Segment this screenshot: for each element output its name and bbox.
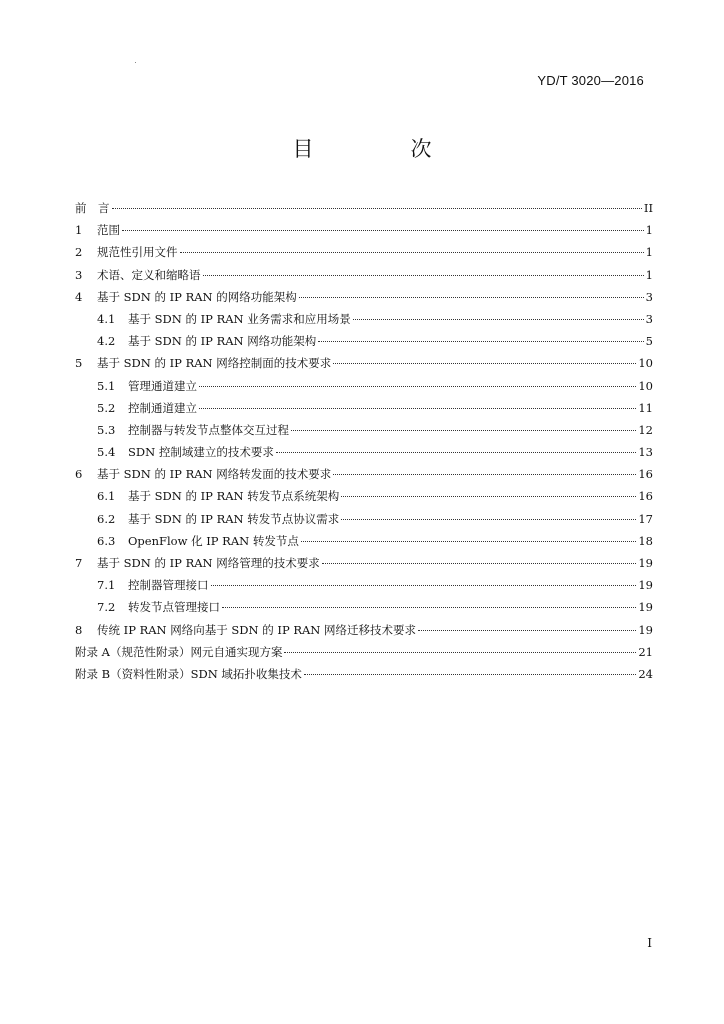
toc-entry[interactable] bbox=[75, 641, 653, 663]
toc-entry[interactable] bbox=[75, 308, 653, 330]
toc-entry-title: 基于 SDN 的 IP RAN 网络功能架构 bbox=[128, 334, 317, 349]
toc-entry-title: 控制器管理接口 bbox=[128, 578, 209, 593]
toc-entry-title: 基于 SDN 的 IP RAN 的网络功能架构 bbox=[97, 289, 297, 304]
toc-entry-page: 5 bbox=[645, 334, 653, 349]
toc-entry-page: 17 bbox=[638, 511, 653, 526]
toc-title: 目 次 bbox=[292, 137, 470, 161]
toc-entry-number: 3 bbox=[75, 267, 83, 282]
toc-entry-number: 5 bbox=[75, 356, 83, 371]
toc-entry-title: 基于 SDN 的 IP RAN 网络转发面的技术要求 bbox=[97, 467, 332, 482]
toc-dot-leader bbox=[353, 319, 644, 320]
toc-entry[interactable] bbox=[75, 574, 653, 596]
toc-entry[interactable] bbox=[75, 463, 653, 485]
toc-entry-title: 管理通道建立 bbox=[128, 378, 197, 393]
toc-dot-leader bbox=[333, 363, 636, 364]
toc-dot-leader bbox=[112, 208, 642, 209]
toc-entry-page: 10 bbox=[638, 356, 653, 371]
toc-entry[interactable] bbox=[75, 397, 653, 419]
toc-dot-leader bbox=[203, 275, 644, 276]
toc-entry-title: 附录 A（规范性附录）网元自通实现方案 bbox=[75, 644, 283, 659]
toc-entry[interactable] bbox=[75, 419, 653, 441]
toc-entry-page: 19 bbox=[638, 556, 653, 570]
toc-dot-leader bbox=[341, 496, 636, 497]
toc-entry-number: 5.1 bbox=[97, 378, 116, 393]
toc-entry-page: 1 bbox=[645, 267, 653, 282]
toc-entry-number: 7.2 bbox=[97, 600, 116, 615]
toc-entry-page: 1 bbox=[645, 245, 653, 260]
toc-entry-page: 16 bbox=[638, 489, 653, 504]
toc-entry-page: 19 bbox=[638, 622, 653, 637]
toc-dot-leader bbox=[418, 630, 636, 631]
toc-entry-title: 术语、定义和缩略语 bbox=[97, 267, 201, 282]
toc-entry-number: 6.2 bbox=[97, 511, 116, 526]
toc-entry-title: 基于 SDN 的 IP RAN 转发节点系统架构 bbox=[128, 489, 340, 504]
toc-entry-title: 基于 SDN 的 IP RAN 网络管理的技术要求 bbox=[97, 556, 320, 570]
toc-entry-number: 6 bbox=[75, 467, 83, 482]
toc-dot-leader bbox=[341, 519, 636, 520]
toc-dot-leader bbox=[284, 652, 636, 653]
toc-entry[interactable] bbox=[75, 663, 653, 685]
toc-entry-title: 基于 SDN 的 IP RAN 转发节点协议需求 bbox=[128, 511, 340, 526]
toc-entry[interactable] bbox=[75, 264, 653, 286]
toc-dot-leader bbox=[333, 474, 636, 475]
toc-entry[interactable] bbox=[75, 508, 653, 530]
toc-entry-number: 4.1 bbox=[97, 311, 116, 326]
toc-entry[interactable] bbox=[75, 219, 653, 241]
toc-dot-leader bbox=[180, 252, 644, 253]
toc-dot-leader bbox=[222, 607, 636, 608]
toc-entry[interactable] bbox=[75, 330, 653, 352]
toc-entry-title: 控制器与转发节点整体交互过程 bbox=[128, 422, 289, 437]
toc-entry[interactable] bbox=[75, 619, 653, 641]
toc-dot-leader bbox=[301, 541, 637, 542]
toc-entry-page: 3 bbox=[645, 311, 653, 326]
toc-entry-title: 控制通道建立 bbox=[128, 400, 197, 415]
toc-entry-number: 5.4 bbox=[97, 445, 116, 460]
toc-entry-page: 24 bbox=[638, 666, 653, 681]
toc-entry-page: 11 bbox=[638, 400, 653, 415]
toc-entry[interactable] bbox=[75, 596, 653, 618]
toc-dot-leader bbox=[122, 230, 644, 231]
toc-entry-page: 13 bbox=[638, 445, 653, 460]
toc-entry-number: 5.2 bbox=[97, 400, 116, 415]
toc-entry-page: 12 bbox=[638, 422, 653, 437]
toc-entry-page: 18 bbox=[638, 533, 653, 548]
table-of-contents bbox=[75, 197, 653, 685]
toc-entry[interactable] bbox=[75, 485, 653, 507]
toc-entry-page: 1 bbox=[645, 223, 653, 238]
toc-dot-leader bbox=[199, 408, 636, 409]
toc-entry[interactable] bbox=[75, 530, 653, 552]
toc-dot-leader bbox=[276, 452, 637, 453]
toc-entry-number: 6.1 bbox=[97, 489, 116, 504]
toc-entry-page: 19 bbox=[638, 578, 653, 593]
toc-dot-leader bbox=[299, 297, 644, 298]
toc-entry-page: 19 bbox=[638, 600, 653, 615]
toc-entry-page: 3 bbox=[645, 289, 653, 304]
toc-entry-title: 规范性引用文件 bbox=[97, 245, 178, 260]
toc-entry-number: 2 bbox=[75, 245, 83, 260]
toc-entry[interactable] bbox=[75, 286, 653, 308]
toc-entry[interactable] bbox=[75, 552, 653, 574]
toc-entry[interactable] bbox=[75, 197, 653, 219]
toc-dot-leader bbox=[199, 386, 636, 387]
toc-entry[interactable] bbox=[75, 241, 653, 263]
toc-dot-leader bbox=[291, 430, 636, 431]
toc-entry-page: 16 bbox=[638, 467, 653, 482]
toc-entry-title: 附录 B（资料性附录）SDN 域拓扑收集技术 bbox=[75, 666, 302, 681]
toc-dot-leader bbox=[322, 563, 637, 564]
toc-entry-title: 范围 bbox=[97, 223, 120, 238]
toc-entry-title: OpenFlow 化 IP RAN 转发节点 bbox=[128, 533, 299, 548]
toc-entry-page: 21 bbox=[638, 644, 653, 659]
toc-dot-leader bbox=[304, 674, 636, 675]
scan-speck bbox=[135, 62, 136, 63]
toc-entry-number: 7 bbox=[75, 556, 83, 570]
toc-entry-number: 4.2 bbox=[97, 334, 116, 349]
toc-entry[interactable] bbox=[75, 441, 653, 463]
toc-entry-title: 基于 SDN 的 IP RAN 业务需求和应用场景 bbox=[128, 311, 351, 326]
toc-entry[interactable] bbox=[75, 375, 653, 397]
toc-entry-number: 4 bbox=[75, 289, 83, 304]
toc-entry-title: SDN 控制域建立的技术要求 bbox=[128, 445, 274, 460]
toc-entry-title: 传统 IP RAN 网络向基于 SDN 的 IP RAN 网络迁移技术要求 bbox=[97, 622, 417, 637]
toc-dot-leader bbox=[211, 585, 637, 586]
toc-entry-page: II bbox=[643, 201, 653, 215]
toc-entry-title: 前 言 bbox=[75, 201, 110, 215]
toc-entry-number: 1 bbox=[75, 223, 83, 238]
toc-entry-number: 5.3 bbox=[97, 422, 116, 437]
toc-entry-number: 8 bbox=[75, 622, 83, 637]
toc-entry-title: 转发节点管理接口 bbox=[128, 600, 220, 615]
page-number: I bbox=[647, 936, 652, 950]
toc-entry-number: 7.1 bbox=[97, 578, 116, 593]
toc-entry-number: 6.3 bbox=[97, 533, 116, 548]
toc-entry-page: 10 bbox=[638, 378, 653, 393]
document-code: YD/T 3020—2016 bbox=[537, 73, 644, 88]
toc-dot-leader bbox=[318, 341, 643, 342]
toc-entry[interactable] bbox=[75, 352, 653, 374]
toc-entry-title: 基于 SDN 的 IP RAN 网络控制面的技术要求 bbox=[97, 356, 332, 371]
